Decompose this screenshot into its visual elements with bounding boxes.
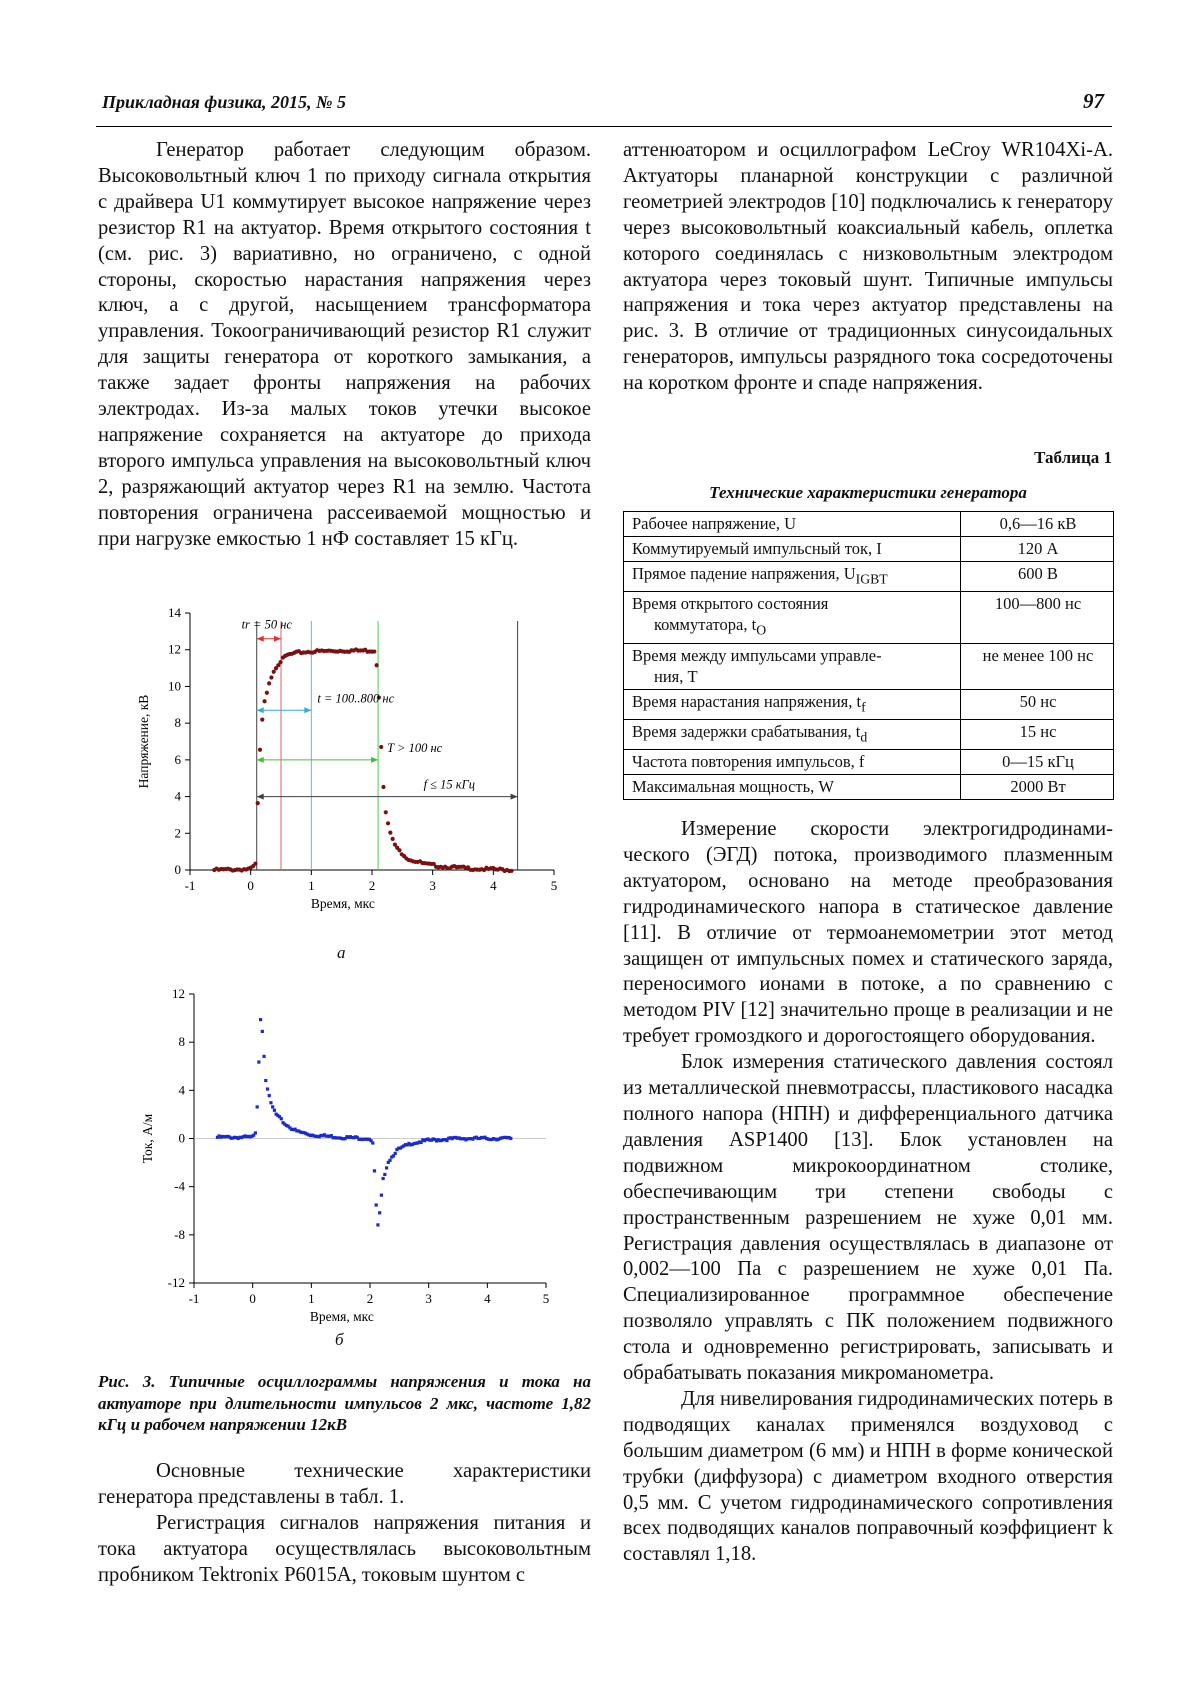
- x-tick-label: 5: [550, 878, 558, 893]
- data-point: [376, 1223, 379, 1226]
- subfigure-label-b: б: [335, 1330, 344, 1349]
- spec-table: [623, 511, 1114, 800]
- annotation-arrowhead: [304, 707, 311, 713]
- param-text: Частота повторения импульсов, f: [632, 752, 865, 772]
- table-cell-value: 600 В: [961, 562, 1114, 592]
- annotation-arrowhead: [511, 794, 518, 800]
- y-tick-label: 4: [178, 1082, 185, 1098]
- table-cell-param: [624, 562, 961, 592]
- table-row: [624, 689, 1114, 719]
- voltage-chart: [118, 595, 578, 915]
- data-point: [269, 1101, 272, 1104]
- table-cell-value: 50 нс: [961, 689, 1114, 719]
- data-point: [375, 663, 379, 667]
- y-tick-label: 10: [168, 678, 181, 694]
- data-point: [256, 1105, 259, 1108]
- annotation-arrowhead: [257, 636, 264, 642]
- paragraph: Генератор работает следующим образом. Высоковольтный ключ 1 по приходу сигнала открытия с драйвера U1 коммутирует высокое напряжение через резистор R1 на актуатор. Время открытого состояния t (см. рис. 3) вариативно, но ограничено, с одной стороны, скоростью нарастания напряжения через ключ, а с другой, насыщением трансформатора управления. Токоограничивающий резистор R1 служит для защиты генератора от короткого замыкания, а также задает фронты напряжения на рабочих электродах. Из-за малых токов утечки высокое напряжение сохраняется на актуаторе до прихода второго импульса управления на высоковольтный ключ 2, разряжающий актуатор через R1 на землю. Частота повторения ограничена рассеиваемой мощностью и при нагрузке емкостью 1 нФ составляет 15 кГц.: [98, 139, 591, 550]
- param-subscript: IGBT: [855, 571, 888, 587]
- x-tick-label: 0: [249, 1291, 256, 1306]
- y-tick-label: 4: [174, 788, 181, 804]
- data-point: [259, 1018, 262, 1021]
- subfigure-label-a: а: [337, 943, 346, 962]
- table-cell-value: 100—800 нс: [961, 592, 1114, 643]
- data-point: [267, 681, 271, 685]
- annotation-label: f ≤ 15 кГц: [423, 777, 475, 792]
- table-cell-param: [624, 719, 961, 749]
- x-tick-label: 5: [542, 1291, 550, 1306]
- table-row: [624, 775, 1114, 800]
- x-tick-label: 0: [247, 878, 254, 893]
- data-point: [272, 670, 276, 674]
- paragraph: Основные технические характеристики генератора представлены в табл. 1.: [98, 1460, 591, 1508]
- x-tick-label: -1: [188, 1291, 200, 1306]
- data-point: [386, 821, 390, 825]
- data-point: [256, 801, 260, 805]
- annotation-arrowhead: [257, 707, 264, 713]
- data-point: [375, 1203, 378, 1206]
- left-column-bottom: [98, 1459, 591, 1589]
- data-point: [385, 1166, 388, 1169]
- paragraph: Для нивелирования гидродинамических потерь в подводящих каналах применялся воздуховод с большим диаметром (6 мм) и НПН в форме конической трубки (диффузора) с диаметром входного отверстия 0,5 мм. С учетом гидродинамического сопротивления всех подводящих каналов поправочный коэффициент k составлял 1,18.: [623, 1387, 1113, 1566]
- data-point: [384, 810, 388, 814]
- data-point: [391, 837, 395, 841]
- param-subscript: f: [861, 698, 866, 714]
- data-point: [273, 1109, 276, 1112]
- data-point: [280, 1117, 283, 1120]
- param-text: коммутатора, $t_O$: [654, 615, 767, 638]
- table-cell-value: 120 А: [961, 537, 1114, 562]
- annotation-arrowhead: [257, 757, 264, 763]
- data-point: [378, 1211, 381, 1214]
- y-tick-label: 8: [178, 1034, 185, 1050]
- table-row: [624, 643, 1114, 689]
- paragraph: Измерение скорости электрогидродинамического (ЭГД) потока, производимого плазменным актуатором, основано на методе преобразования гидродинамического напора в статическое давление [11]. В отличие от термоанемометрии этот метод защищен от импульсных помех и статического заряда, переносимого ионами в потоке, а по сравнению с методом PIV [12] значительно проще в реализации и не требует громоздкого и дорогостоящего оборудования.: [623, 818, 1113, 1048]
- x-tick-label: 4: [490, 878, 497, 893]
- data-point: [397, 848, 401, 852]
- data-point: [509, 869, 513, 873]
- annotation-label: tr = 50 нс: [241, 617, 292, 632]
- table-row: [624, 537, 1114, 562]
- voltage-chart-svg: [118, 595, 578, 915]
- y-tick-label: 0: [174, 862, 181, 877]
- data-point: [509, 1137, 512, 1140]
- data-point: [379, 745, 383, 749]
- right-column-top: [623, 138, 1113, 397]
- data-point: [258, 748, 262, 752]
- annotation-arrowhead: [257, 794, 264, 800]
- data-point: [265, 691, 269, 695]
- x-axis-label: Время, мкс: [309, 1309, 374, 1324]
- data-point: [261, 1030, 264, 1033]
- data-point: [262, 699, 266, 703]
- param-text: ния, T: [654, 666, 698, 686]
- y-tick-label: 8: [174, 715, 181, 731]
- x-tick-label: 1: [308, 1291, 315, 1306]
- table-cell-param: [624, 512, 961, 537]
- data-point: [271, 1105, 274, 1108]
- x-tick-label: 3: [425, 1291, 432, 1306]
- y-tick-label: 6: [174, 751, 181, 767]
- table-number: Таблица 1: [1034, 448, 1112, 467]
- annotation-arrowhead: [274, 636, 281, 642]
- data-point: [269, 675, 273, 679]
- param-text: Время между импульсами управле-: [632, 645, 882, 665]
- data-point: [254, 1131, 257, 1134]
- data-point: [394, 1152, 397, 1155]
- table-cell-param: [624, 537, 961, 562]
- table-cell-value: 2000 Вт: [961, 775, 1114, 800]
- y-axis-label: Напряжение, кВ: [136, 694, 151, 789]
- current-chart: [118, 986, 578, 1324]
- data-point: [266, 1087, 269, 1090]
- x-tick-label: 1: [308, 878, 315, 893]
- table-cell-param: [624, 689, 961, 719]
- table-cell-param: [624, 750, 961, 775]
- data-point: [278, 660, 282, 664]
- x-tick-label: 4: [484, 1291, 491, 1306]
- current-chart-svg: [118, 986, 578, 1324]
- y-tick-label: 12: [172, 986, 185, 1001]
- x-tick-label: 3: [429, 878, 436, 893]
- data-point: [268, 1094, 271, 1097]
- data-point: [262, 1055, 265, 1058]
- param-text: Прямое падение напряжения, $U_{IGBT}$: [632, 564, 888, 587]
- param-text: Время нарастания напряжения, $t_f$: [632, 691, 866, 714]
- paragraph: аттенюатором и осциллографом LeCroy WR104Xi-A. Актуаторы планарной конструкции с различной геометрией электродов [10] подключались к генератору через высоковольтный коаксиальный кабель, оплетка которого соединялась с низковольтным электродом актуатора через токовый шунт. Типичные импульсы напряжения и тока через актуатор представлены на рис. 3. В отличие от традиционных синусоидальных генераторов, импульсы разрядного тока сосредоточены на коротком фронте и спаде напряжения.: [623, 139, 1113, 395]
- table-cell-value: 0,6—16 кВ: [961, 512, 1114, 537]
- paragraph: Блок измерения статического давления состоял из металлической пневмотрассы, пластикового насадка полного напора (НПН) и дифференциального датчика давления ASP1400 [13]. Блок установлен на подвижном микрокоординатном столике, обеспечивающим три степени свободы с пространственным разрешением не хуже 0,01 мм. Регистрация давления осуществлялась в диапазоне от 0,002—100 Па с разрешением не хуже 0,01 Па. Специализированное программное обеспечение позволяло управлять с ПК положением подвижного стола и одновременно регистрировать, записывать и обрабатывать показания микроманометра.: [623, 1051, 1113, 1385]
- table-row: [624, 719, 1114, 749]
- y-tick-label: 12: [168, 641, 181, 657]
- y-tick-label: 14: [168, 605, 181, 620]
- annotation-label: T > 100 нс: [387, 740, 443, 755]
- table-cell-value: 0—15 кГц: [961, 750, 1114, 775]
- param-text: Рабочее напряжение, U: [632, 514, 797, 533]
- param-text: Время открытого состояния: [632, 594, 829, 614]
- x-axis-label: Время, мкс: [310, 896, 375, 911]
- x-tick-label: 2: [366, 1291, 374, 1306]
- table-row: [624, 750, 1114, 775]
- table-row: [624, 592, 1114, 643]
- table-title: Технические характеристики генератора: [709, 483, 1027, 502]
- param-subscript: O: [756, 622, 767, 638]
- data-point: [381, 785, 385, 789]
- table-cell-param: [624, 775, 961, 800]
- y-tick-label: 0: [178, 1130, 185, 1146]
- left-column-top: [98, 138, 591, 553]
- paragraph: Регистрация сигналов напряжения питания и тока актуатора осуществлялась высоковольтным пробником Tektronix P6015A, токовым шунтом с: [98, 1511, 591, 1586]
- table-cell-param: [624, 643, 961, 689]
- right-column-bottom: [623, 817, 1113, 1568]
- data-point: [388, 1159, 391, 1162]
- y-tick-label: -8: [174, 1226, 185, 1242]
- data-point: [264, 1079, 267, 1082]
- param-text: Коммутируемый импульсный ток, I: [632, 539, 882, 558]
- y-tick-label: -12: [167, 1275, 185, 1290]
- data-point: [257, 1060, 260, 1063]
- figure-caption: Рис. 3. Типичные осциллограммы напряжения и тока на актуаторе при длительности импульсов 2 мкс, частоте 1,82 кГц и рабочем напряжении 12кВ: [98, 1372, 591, 1434]
- journal-title: Прикладная физика, 2015, № 5: [102, 92, 347, 112]
- y-tick-label: -4: [174, 1178, 185, 1194]
- data-point: [388, 831, 392, 835]
- param-text: Максимальная мощность, W: [632, 777, 834, 797]
- data-point: [372, 649, 376, 653]
- table-cell-value: 15 нс: [961, 719, 1114, 749]
- annotation-arrowhead: [371, 757, 378, 763]
- param-subscript: d: [860, 729, 868, 745]
- data-point: [383, 1173, 386, 1176]
- table-cell-value: не менее 100 нс: [961, 643, 1114, 689]
- table-cell-param: [624, 592, 961, 643]
- x-tick-label: 2: [368, 878, 376, 893]
- y-tick-label: 2: [174, 825, 181, 841]
- data-point: [371, 1141, 374, 1144]
- annotation-label: t = 100..800 нс: [317, 691, 395, 706]
- param-text: Время задержки срабатывания, $t_d$: [632, 721, 868, 745]
- table-row: [624, 562, 1114, 592]
- data-point: [373, 1169, 376, 1172]
- y-axis-label: Ток, А/м: [140, 1113, 155, 1164]
- x-tick-label: -1: [184, 878, 196, 893]
- data-point: [380, 1194, 383, 1197]
- page-number: 97: [1083, 89, 1104, 113]
- data-point: [382, 1177, 385, 1180]
- data-point: [260, 718, 264, 722]
- running-header: [96, 88, 1112, 127]
- table-row: [624, 512, 1114, 537]
- data-point: [253, 862, 257, 866]
